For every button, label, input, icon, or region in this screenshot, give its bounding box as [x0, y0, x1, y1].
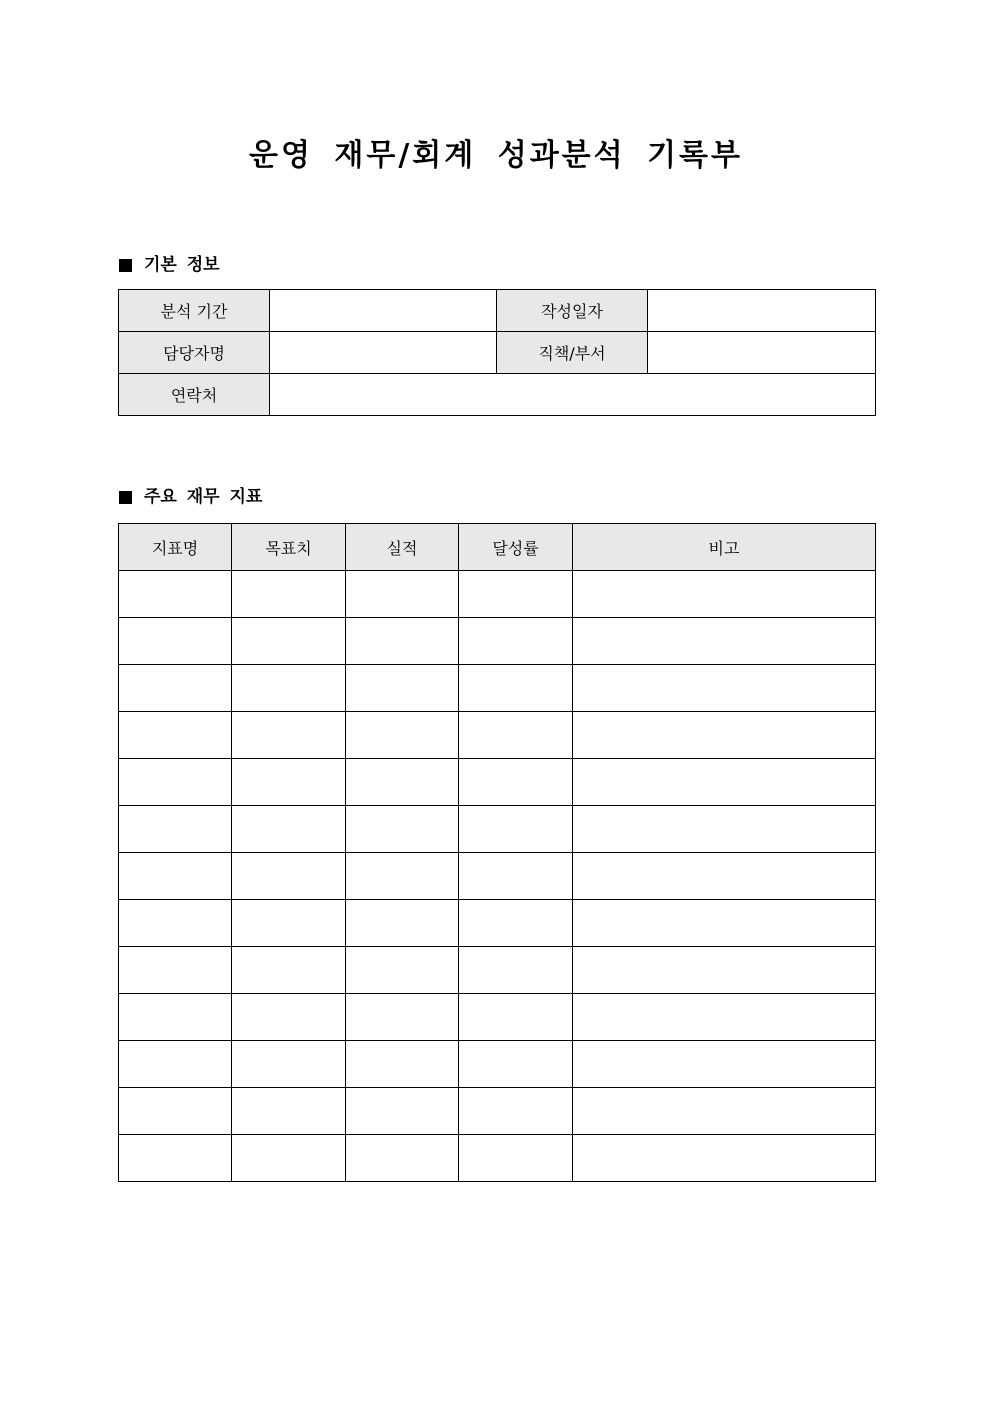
- table-row: [119, 947, 876, 994]
- actual-cell[interactable]: [346, 900, 459, 947]
- kpi-table: [118, 523, 876, 1182]
- actual-cell[interactable]: [346, 759, 459, 806]
- indicator-cell[interactable]: [119, 571, 232, 618]
- target-cell[interactable]: [232, 1088, 346, 1135]
- remarks-cell[interactable]: [573, 994, 876, 1041]
- section-heading-label: 기본 정보: [144, 255, 220, 275]
- table-row: [119, 665, 876, 712]
- info-row: [119, 332, 876, 374]
- target-cell[interactable]: [232, 994, 346, 1041]
- indicator-cell[interactable]: [119, 806, 232, 853]
- square-bullet-icon: [119, 491, 132, 504]
- indicator-cell[interactable]: [119, 900, 232, 947]
- table-row: [119, 853, 876, 900]
- info-row: [119, 374, 876, 416]
- achievement-cell[interactable]: [459, 1088, 573, 1135]
- actual-cell[interactable]: [346, 618, 459, 665]
- achievement-cell[interactable]: [459, 1135, 573, 1182]
- table-row: [119, 1135, 876, 1182]
- document-title: 운영 재무/회계 성과분석 기록부: [248, 138, 744, 173]
- table-row: [119, 1088, 876, 1135]
- contact-field[interactable]: [270, 374, 876, 416]
- target-cell[interactable]: [232, 712, 346, 759]
- table-row: [119, 900, 876, 947]
- actual-cell[interactable]: [346, 853, 459, 900]
- target-cell[interactable]: [232, 1135, 346, 1182]
- remarks-cell[interactable]: [573, 665, 876, 712]
- table-row: [119, 806, 876, 853]
- kpi-header-row: [119, 524, 876, 571]
- achievement-cell[interactable]: [459, 1041, 573, 1088]
- contact-label: 연락처: [119, 374, 270, 416]
- remarks-cell[interactable]: [573, 1135, 876, 1182]
- achievement-cell[interactable]: [459, 900, 573, 947]
- remarks-cell[interactable]: [573, 806, 876, 853]
- remarks-cell[interactable]: [573, 947, 876, 994]
- target-cell[interactable]: [232, 618, 346, 665]
- indicator-cell[interactable]: [119, 759, 232, 806]
- indicator-cell[interactable]: [119, 1135, 232, 1182]
- achievement-cell[interactable]: [459, 994, 573, 1041]
- indicator-cell[interactable]: [119, 712, 232, 759]
- target-cell[interactable]: [232, 853, 346, 900]
- actual-cell[interactable]: [346, 712, 459, 759]
- actual-cell[interactable]: [346, 806, 459, 853]
- table-row: [119, 759, 876, 806]
- remarks-cell[interactable]: [573, 900, 876, 947]
- square-bullet-icon: [119, 259, 132, 272]
- section-heading-label: 주요 재무 지표: [144, 487, 263, 507]
- column-header-remarks: 비고: [573, 524, 876, 571]
- table-row: [119, 994, 876, 1041]
- remarks-cell[interactable]: [573, 853, 876, 900]
- indicator-cell[interactable]: [119, 618, 232, 665]
- actual-cell[interactable]: [346, 1041, 459, 1088]
- column-header-actual: 실적: [346, 524, 459, 571]
- section-heading-basic-info: [119, 253, 220, 277]
- target-cell[interactable]: [232, 947, 346, 994]
- target-cell[interactable]: [232, 665, 346, 712]
- indicator-cell[interactable]: [119, 947, 232, 994]
- remarks-cell[interactable]: [573, 618, 876, 665]
- manager-field[interactable]: [270, 332, 497, 374]
- indicator-cell[interactable]: [119, 994, 232, 1041]
- position-dept-label: 직책/부서: [497, 332, 648, 374]
- target-cell[interactable]: [232, 806, 346, 853]
- achievement-cell[interactable]: [459, 665, 573, 712]
- target-cell[interactable]: [232, 900, 346, 947]
- target-cell[interactable]: [232, 571, 346, 618]
- table-row: [119, 712, 876, 759]
- indicator-cell[interactable]: [119, 853, 232, 900]
- remarks-cell[interactable]: [573, 759, 876, 806]
- achievement-cell[interactable]: [459, 947, 573, 994]
- actual-cell[interactable]: [346, 1135, 459, 1182]
- indicator-cell[interactable]: [119, 1041, 232, 1088]
- achievement-cell[interactable]: [459, 806, 573, 853]
- column-header-indicator: 지표명: [119, 524, 232, 571]
- column-header-achievement: 달성률: [459, 524, 573, 571]
- manager-label: 담당자명: [119, 332, 270, 374]
- position-dept-field[interactable]: [648, 332, 876, 374]
- analysis-period-field[interactable]: [270, 290, 497, 332]
- remarks-cell[interactable]: [573, 712, 876, 759]
- info-row: [119, 290, 876, 332]
- created-date-field[interactable]: [648, 290, 876, 332]
- actual-cell[interactable]: [346, 665, 459, 712]
- indicator-cell[interactable]: [119, 665, 232, 712]
- achievement-cell[interactable]: [459, 759, 573, 806]
- section-heading-kpi: [119, 485, 262, 509]
- achievement-cell[interactable]: [459, 853, 573, 900]
- actual-cell[interactable]: [346, 1088, 459, 1135]
- target-cell[interactable]: [232, 759, 346, 806]
- actual-cell[interactable]: [346, 571, 459, 618]
- remarks-cell[interactable]: [573, 1041, 876, 1088]
- created-date-label: 작성일자: [497, 290, 648, 332]
- table-row: [119, 618, 876, 665]
- actual-cell[interactable]: [346, 947, 459, 994]
- column-header-target: 목표치: [232, 524, 346, 571]
- achievement-cell[interactable]: [459, 618, 573, 665]
- table-row: [119, 571, 876, 618]
- analysis-period-label: 분석 기간: [119, 290, 270, 332]
- remarks-cell[interactable]: [573, 571, 876, 618]
- basic-info-table: [118, 289, 876, 416]
- remarks-cell[interactable]: [573, 1088, 876, 1135]
- achievement-cell[interactable]: [459, 712, 573, 759]
- achievement-cell[interactable]: [459, 571, 573, 618]
- table-row: [119, 1041, 876, 1088]
- actual-cell[interactable]: [346, 994, 459, 1041]
- target-cell[interactable]: [232, 1041, 346, 1088]
- indicator-cell[interactable]: [119, 1088, 232, 1135]
